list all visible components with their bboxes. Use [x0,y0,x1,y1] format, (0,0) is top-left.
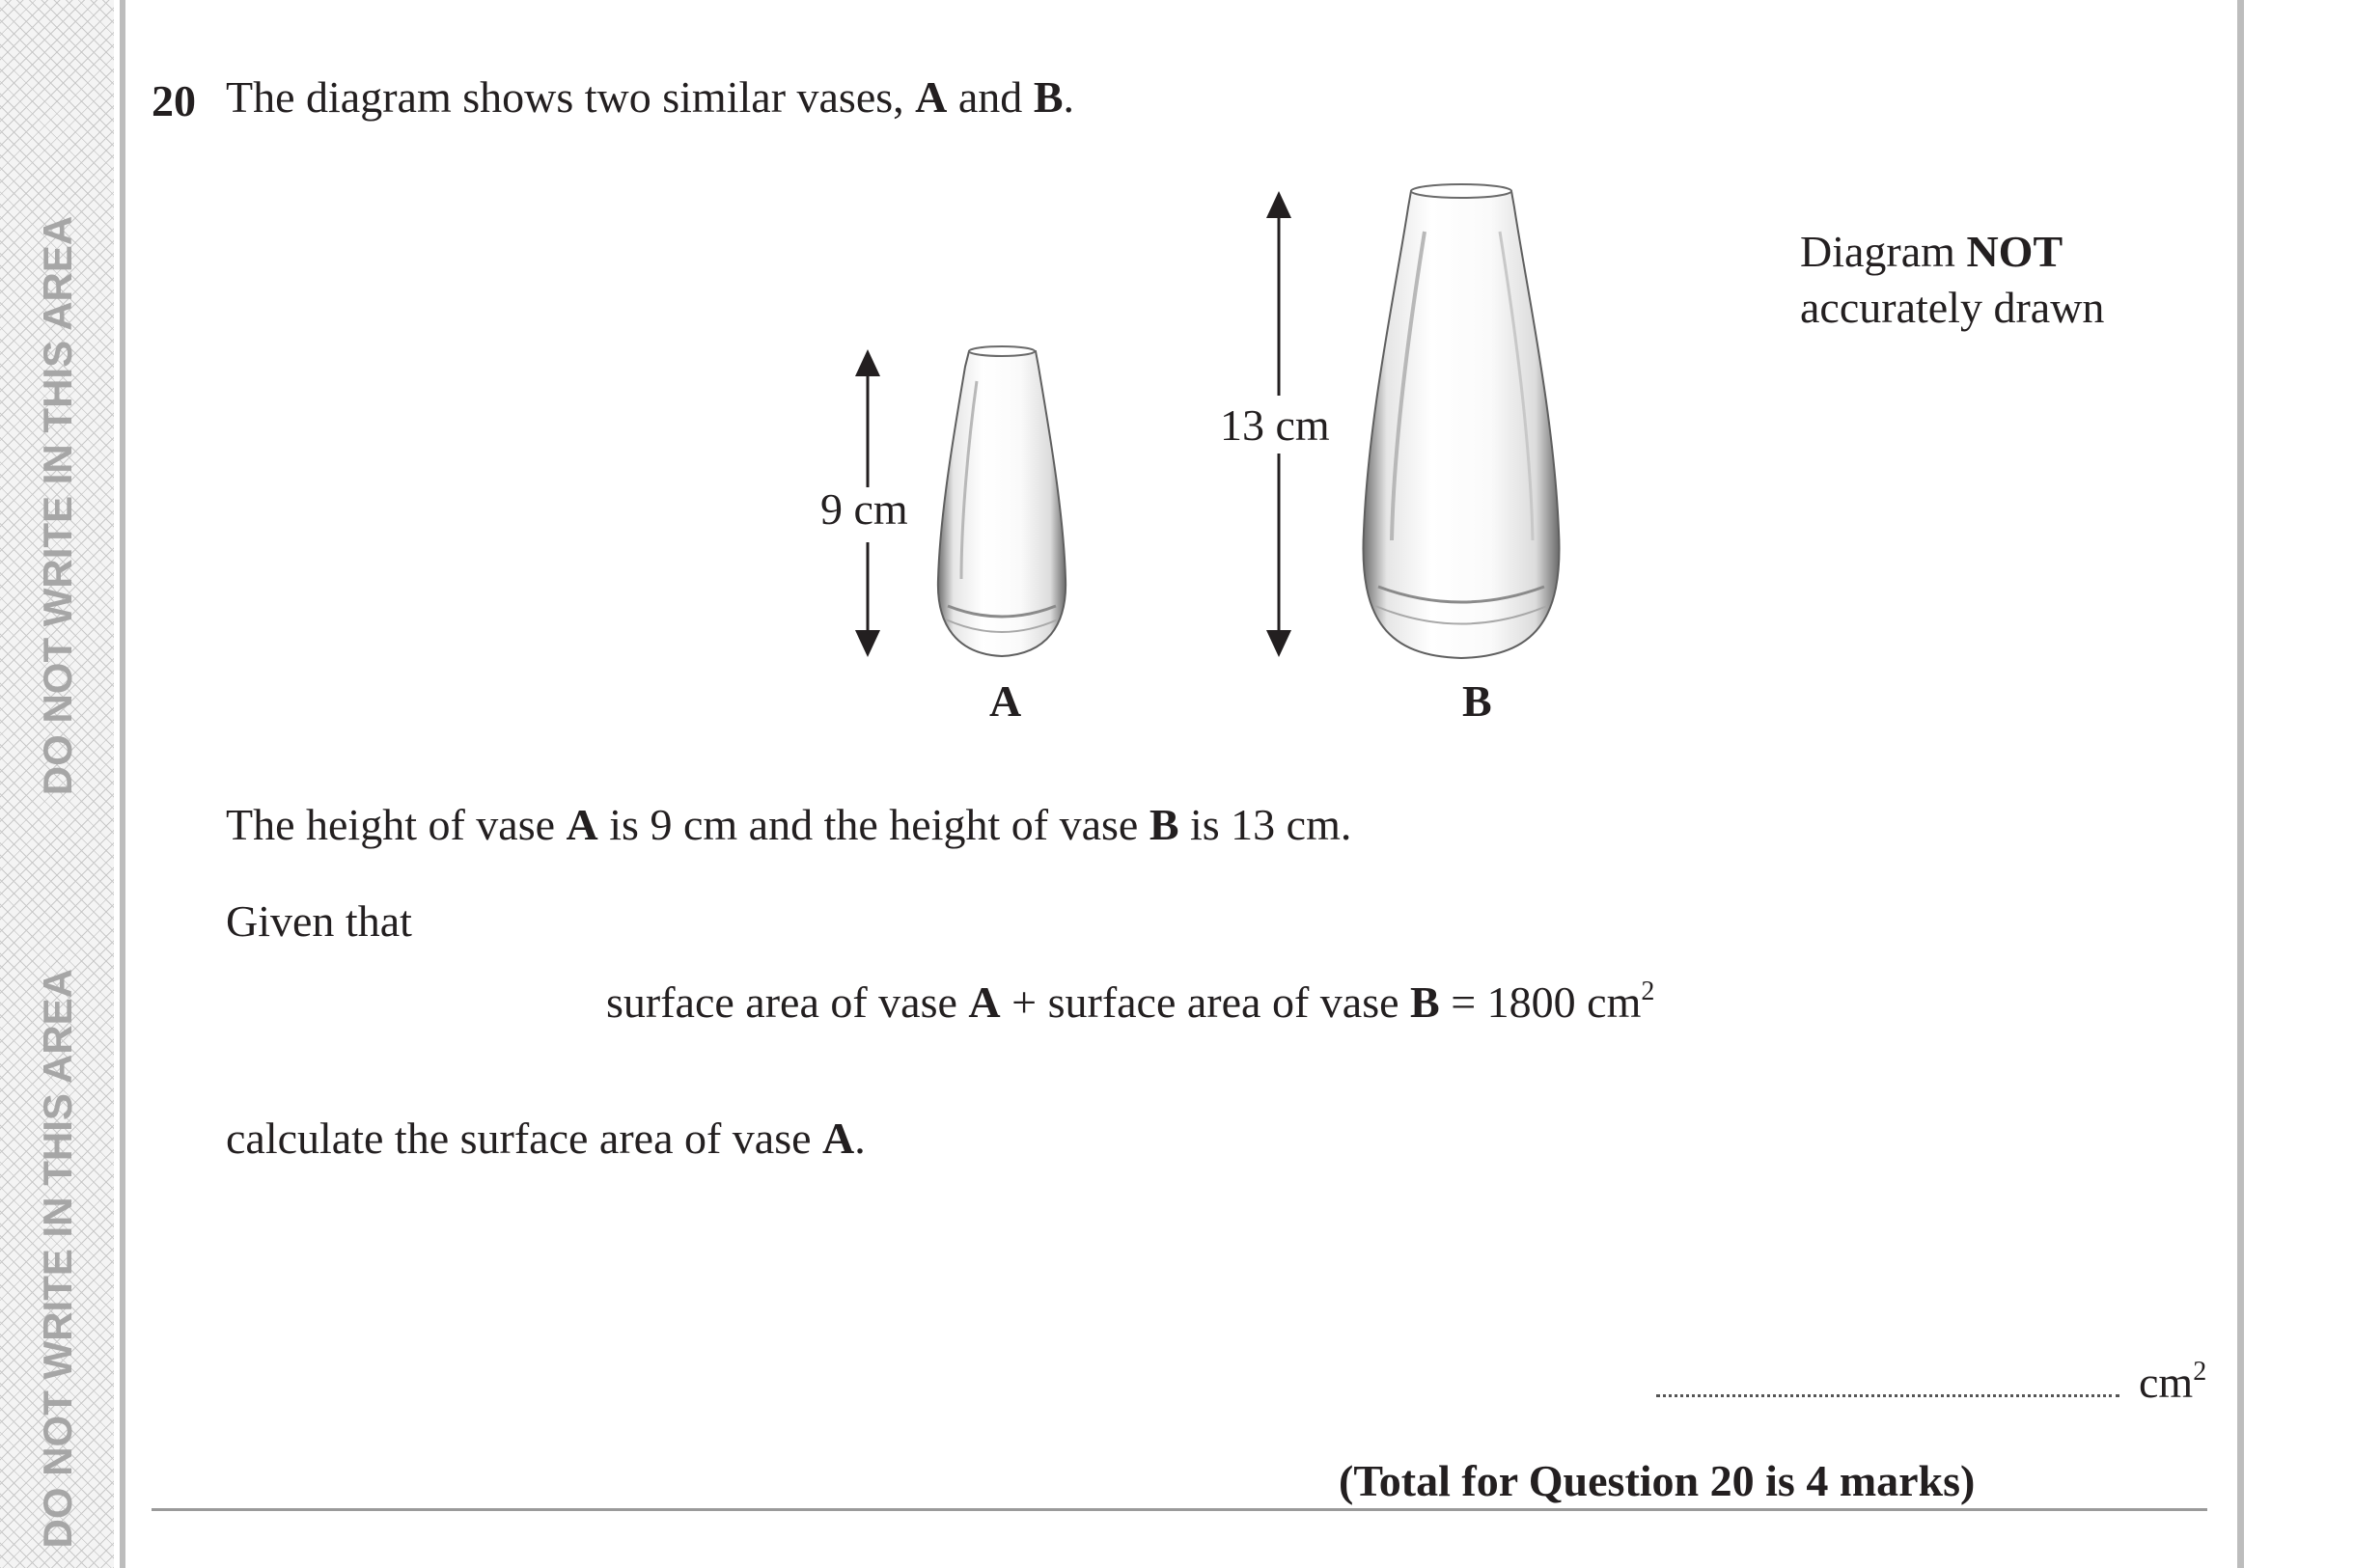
answer-line[interactable] [1656,1394,2119,1397]
instruction-text: calculate the surface area of vase A. [226,1114,866,1163]
question-intro: The diagram shows two similar vases, A and B. [226,72,1074,122]
answer-unit: $cm^2$ [2139,1357,2207,1407]
surface-area-equation: surface area of vase A + surface area of vase B = 1800 $cm^2$ [606,977,1655,1027]
margin-notice-upper: DO NOT WRITE IN THIS AREA [35,215,80,796]
question-end-rule [152,1508,2207,1511]
vase-heights-text: The height of vase A is 9 cm and the height of vase B is 13 cm. [226,800,1352,849]
question-number: 20 [152,76,196,125]
total-marks: (Total for Question 20 is 4 marks) [1339,1456,1976,1505]
diagram-note: Diagram NOT accurately drawn [1800,227,2105,332]
vase-a-label: A [989,676,1022,726]
given-that-text: Given that [226,896,412,946]
vase-a-image [938,346,1066,656]
vase-b-label: B [1462,676,1492,726]
vase-b-image [1363,184,1559,658]
height-label-a: 9 cm [820,484,908,534]
height-label-b: 13 cm [1220,400,1330,450]
margin-notice-lower: DO NOT WRITE IN THIS AREA [35,969,80,1549]
